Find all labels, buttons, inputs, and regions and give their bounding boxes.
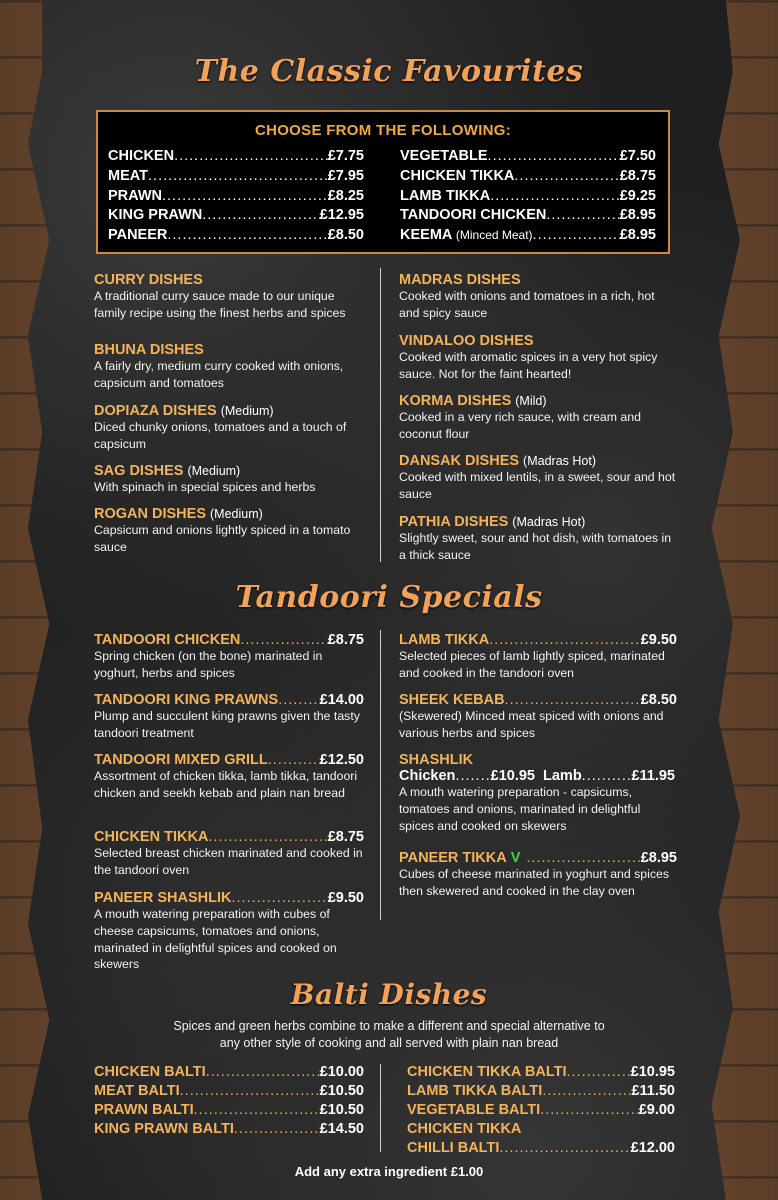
choose-left-column bbox=[108, 148, 364, 247]
balti-item: CHICKEN BALTI ..... £10.00 bbox=[94, 1064, 364, 1083]
choose-item: CHICKEN TIKKA ..... £8.75 bbox=[400, 168, 656, 188]
dish-item: PANEER SHASHLIK ..... £9.50 A mouth watering preparation with cubes of cheese capsicums, tomatoes and onions, marinated in delightful spices and cooked on skewers bbox=[94, 890, 364, 973]
balti-left-column bbox=[94, 1064, 364, 1140]
balti-item: PRAWN BALTI ..... £10.50 bbox=[94, 1102, 364, 1121]
choose-box bbox=[96, 110, 670, 254]
shashlik-item: SHASHLIK Chicken ..... £10.95 Lamb ..... £11.95 A mouth watering preparation - capsicums, tomatoes and onions, marinated in delightful spices and cooked on skewers bbox=[399, 752, 677, 834]
balti-intro: Spices and green herbs combine to make a different and special alternative to any other style of cooking and all served with plain nan bread bbox=[173, 1019, 605, 1050]
dish-item: ROGAN DISHES (Medium) Capsicum and onions lightly spiced in a tomato sauce bbox=[94, 506, 351, 554]
vegetarian-icon: V bbox=[510, 850, 521, 866]
balti-item: VEGETABLE BALTI ..... £9.00 bbox=[407, 1102, 675, 1121]
dish-item: TANDOORI KING PRAWNS ..... £14.00 Plump and succulent king prawns given the tasty tandoori treatment bbox=[94, 692, 364, 742]
choose-item: VEGETABLE ..... £7.50 bbox=[400, 148, 656, 168]
balti-item: CHILLI BALTI ..... £12.00 bbox=[407, 1140, 675, 1159]
choose-item: MEAT ..... £7.95 bbox=[108, 168, 364, 188]
classic-favourites-title: The Classic Favourites bbox=[194, 54, 584, 89]
tandoori-divider bbox=[380, 630, 381, 920]
tandoori-specials-title: Tandoori Specials bbox=[235, 580, 543, 615]
choose-right-column bbox=[400, 148, 656, 247]
dish-item: SAG DISHES (Medium) With spinach in special spices and herbs bbox=[94, 463, 316, 494]
choose-heading: CHOOSE FROM THE FOLLOWING: bbox=[254, 122, 512, 139]
balti-item: KING PRAWN BALTI ..... £14.50 bbox=[94, 1121, 364, 1140]
dish-item: VINDALOO DISHES Cooked with aromatic spices in a very hot spicy sauce. Not for the faint hearted! bbox=[399, 333, 658, 381]
dish-item: DOPIAZA DISHES (Medium) Diced chunky onions, tomatoes and a touch of capsicum bbox=[94, 403, 347, 451]
dish-item: PATHIA DISHES (Madras Hot) Slightly sweet, sour and hot dish, with tomatoes in a thick sauce bbox=[399, 514, 672, 562]
curries-divider bbox=[380, 268, 381, 562]
balti-divider bbox=[380, 1064, 381, 1152]
choose-item: CHICKEN ..... £7.75 bbox=[108, 148, 364, 168]
extra-ingredient-note: Add any extra ingredient £1.00 bbox=[294, 1164, 484, 1179]
choose-item: KEEMA (Minced Meat) ..... £8.95 bbox=[400, 227, 656, 247]
balti-item: LAMB TIKKA BALTI ..... £11.50 bbox=[407, 1083, 675, 1102]
balti-item: MEAT BALTI ..... £10.50 bbox=[94, 1083, 364, 1102]
shashlik-options: Chicken ..... £10.95 Lamb ..... £11.95 bbox=[399, 768, 677, 784]
choose-item: LAMB TIKKA ..... £9.25 bbox=[400, 188, 656, 208]
dish-item: MADRAS DISHES Cooked with onions and tomatoes in a rich, hot and spicy sauce bbox=[399, 272, 655, 320]
dish-item: LAMB TIKKA ..... £9.50 Selected pieces of lamb lightly spiced, marinated and cooked in the tandoori oven bbox=[399, 632, 677, 682]
dish-item: SHEEK KEBAB ..... £8.50 (Skewered) Minced meat spiced with onions and various herbs and spices bbox=[399, 692, 677, 742]
dish-item: TANDOORI CHICKEN ..... £8.75 Spring chicken (on the bone) marinated in yoghurt, herbs and spices bbox=[94, 632, 364, 682]
dish-item: CURRY DISHES A traditional curry sauce made to our unique family recipe using the finest herbs and spices bbox=[94, 272, 346, 320]
dish-item: CHICKEN TIKKA ..... £8.75 Selected breast chicken marinated and cooked in the tandoori oven bbox=[94, 829, 364, 879]
dish-item: KORMA DISHES (Mild) Cooked in a very rich sauce, with cream and coconut flour bbox=[399, 393, 641, 441]
balti-item: CHICKEN TIKKA bbox=[407, 1121, 522, 1137]
choose-item: PANEER ..... £8.50 bbox=[108, 227, 364, 247]
dish-item: PANEER TIKKA V ..... £8.95 Cubes of cheese marinated in yoghurt and spices then skewered and cooked in the clay oven bbox=[399, 850, 677, 900]
balti-dishes-title: Balti Dishes bbox=[290, 978, 488, 1011]
choose-item: TANDOORI CHICKEN ..... £8.95 bbox=[400, 207, 656, 227]
choose-item: KING PRAWN ..... £12.95 bbox=[108, 207, 364, 227]
balti-right-column bbox=[407, 1064, 675, 1159]
choose-item: PRAWN ..... £8.25 bbox=[108, 188, 364, 208]
balti-item: CHICKEN TIKKA BALTI ..... £10.95 bbox=[407, 1064, 675, 1083]
dish-item: TANDOORI MIXED GRILL ..... £12.50 Assortment of chicken tikka, lamb tikka, tandoori chicken and seekh kebab and plain nan bread bbox=[94, 752, 364, 802]
dish-item: BHUNA DISHES A fairly dry, medium curry cooked with onions, capsicum and tomatoes bbox=[94, 342, 344, 390]
dish-item: DANSAK DISHES (Madras Hot) Cooked with mixed lentils, in a sweet, sour and hot sauce bbox=[399, 453, 676, 501]
